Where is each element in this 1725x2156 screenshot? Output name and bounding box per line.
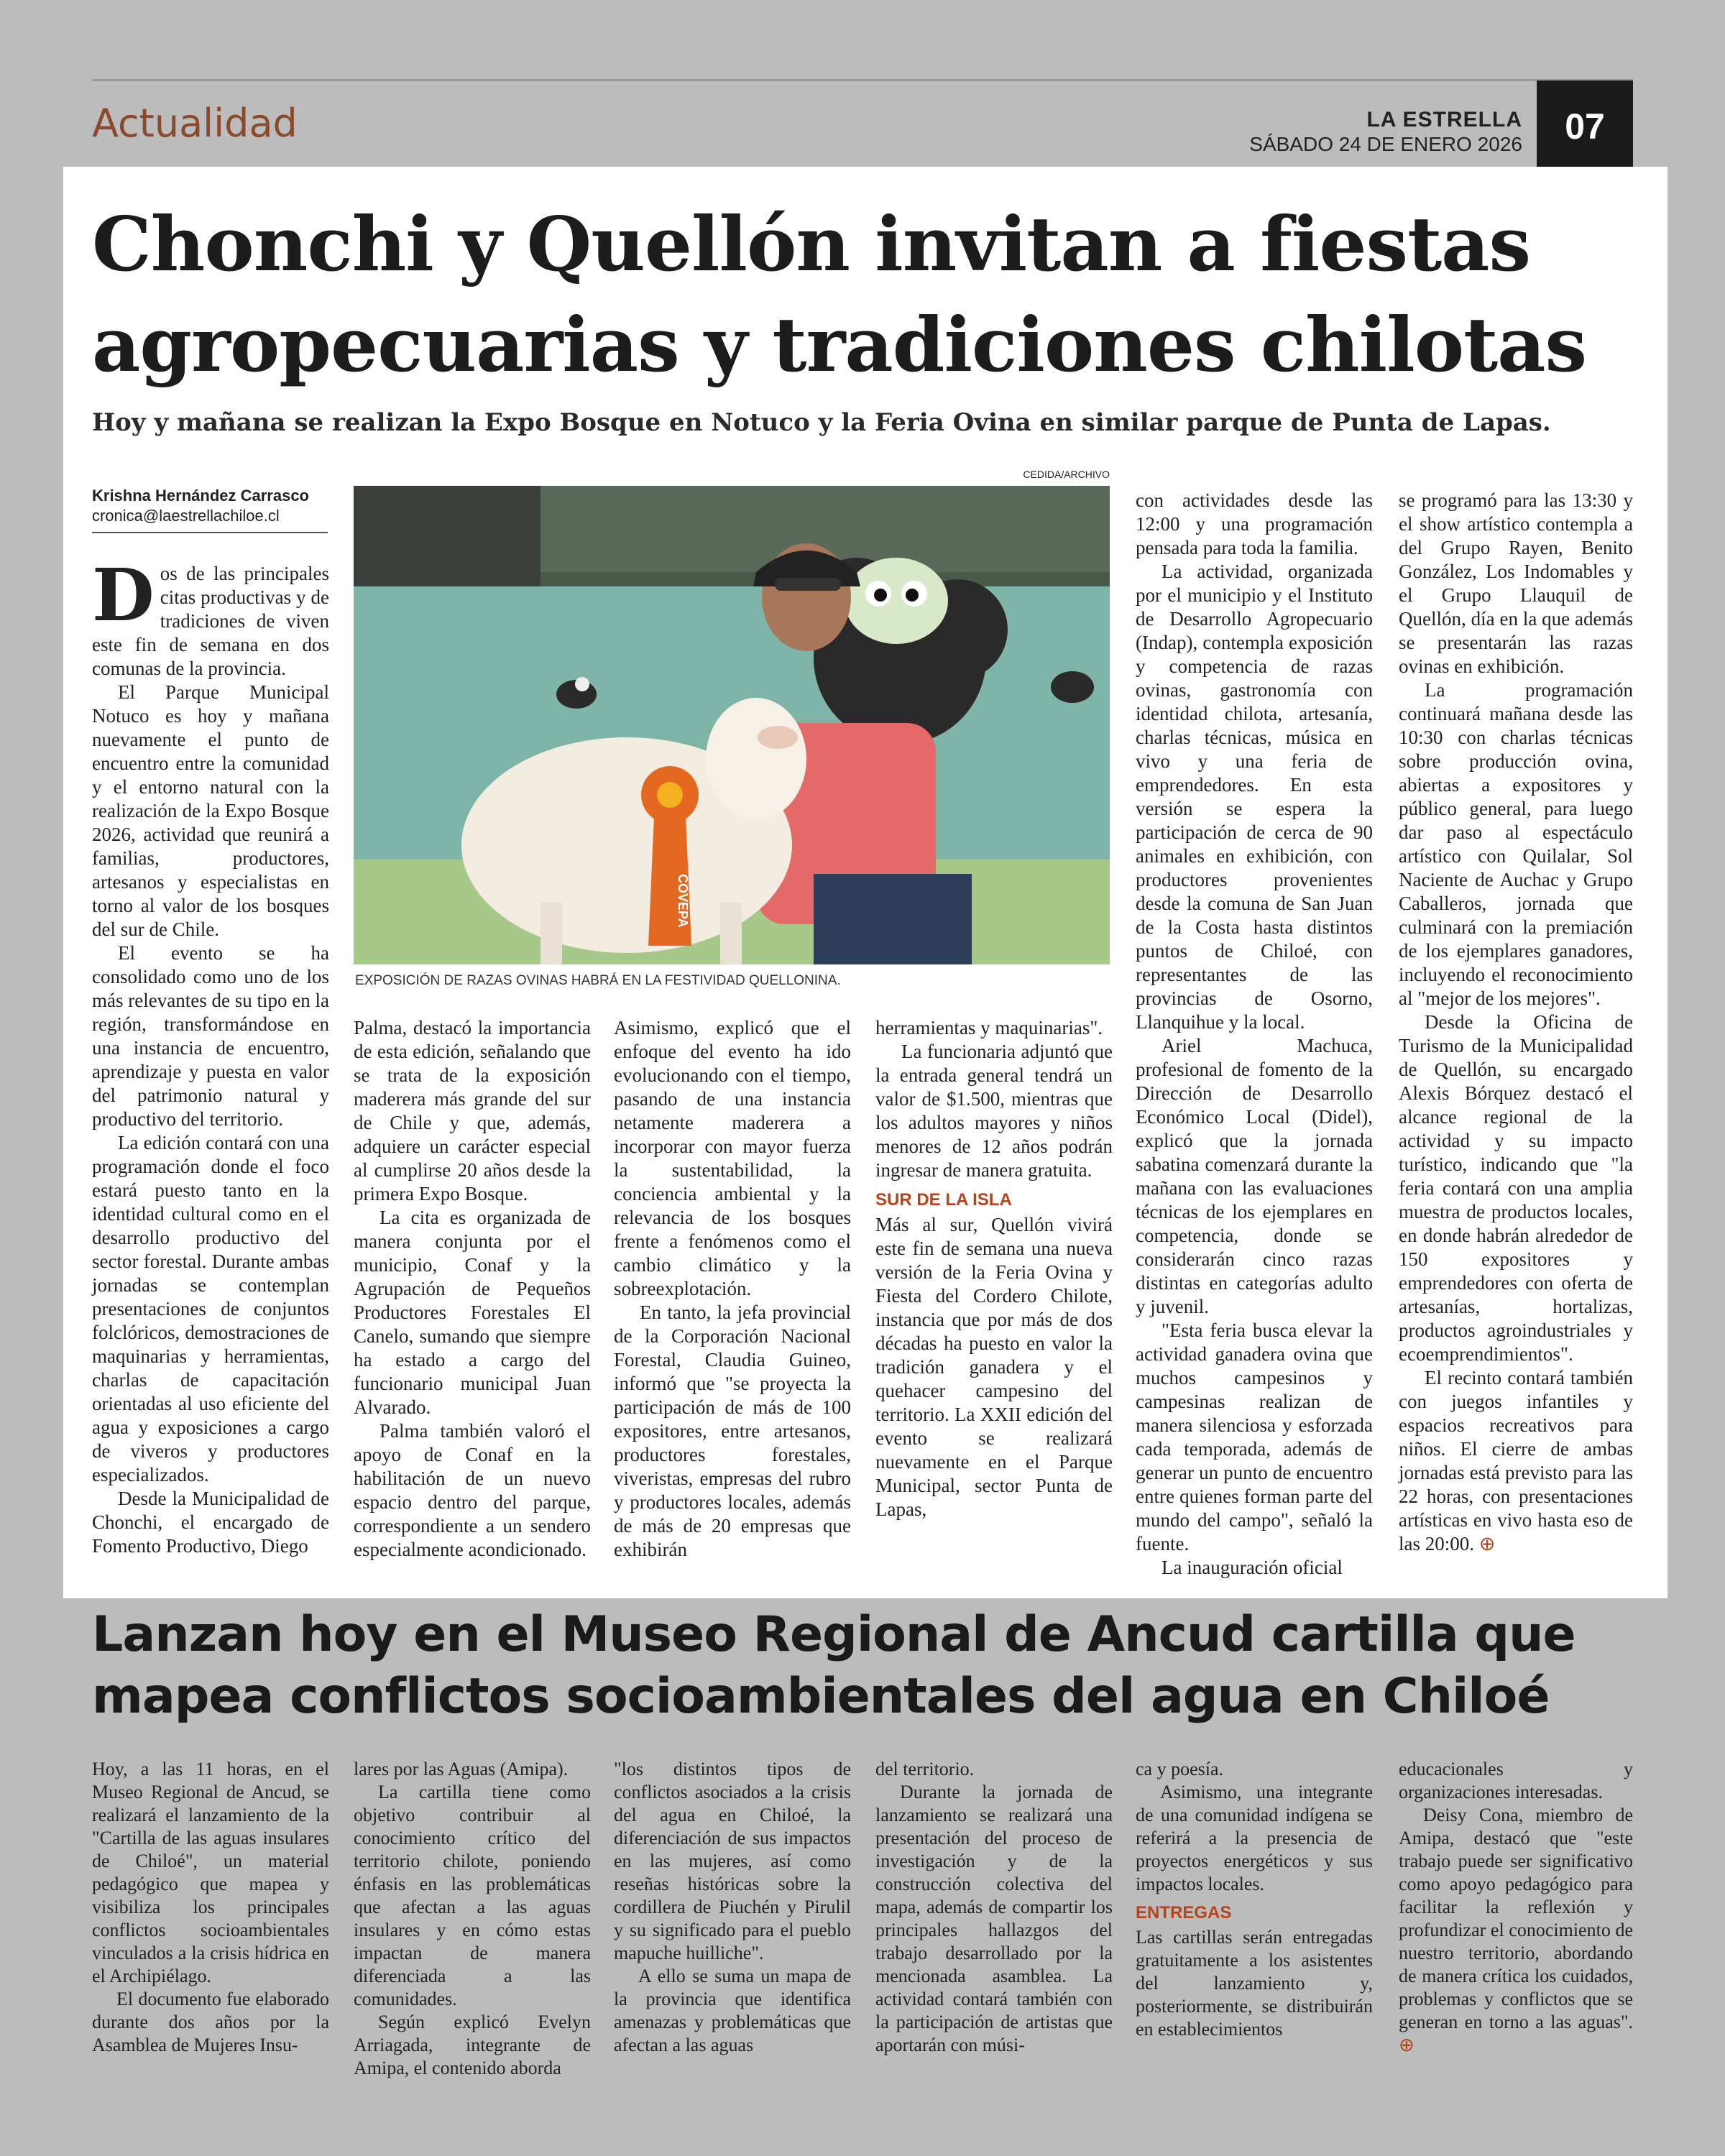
paragraph: Asimismo, una integrante de una comunidad indígena se referirá a la presencia de proyectos energéticos y sus impactos locales.: [1136, 1782, 1373, 1894]
paragraph: La cartilla tiene como objetivo contribuir al conocimiento crítico del territorio chilote, poniendo énfasis en las problemáticas que afectan a las aguas insulares y en cómo estas impactan de manera diferenciada a las comunidades.: [354, 1782, 591, 2009]
paragraph: Palma, destacó la importancia de esta edición, señalando que se trata de la exposición maderera más grande del sur de Chile y que, además, adquiere un carácter especial al cumplirse 20 años desde la primera Expo Bosque.: [354, 1017, 591, 1204]
paragraph: Desde la Municipalidad de Chonchi, el encargado de Fomento Productivo, Diego: [92, 1488, 329, 1557]
paragraph: [1399, 1366, 1633, 1556]
paragraph: En tanto, la jefa provincial de la Corporación Nacional Forestal, Claudia Guineo, informó que "se proyecta la participación de más de 100 expositores, entre artesanos, productores forestales, viveristas, empresas del rubro y productores locales, además de más de 20 empresas que exhibirán: [614, 1302, 851, 1560]
author-email: cronica@laestrellachiloe.cl: [92, 507, 280, 525]
paragraph-text: Deisy Cona, miembro de Amipa, destacó que "este trabajo puede ser significativo como apoyo pedagógico para facilitar la reflexión y profundizar el conocimiento de nuestro territorio, abordando de manera crítica los cuidados, problemas y conflictos que se generan en torno a las aguas".: [1399, 1805, 1633, 2032]
article1-column-4: [875, 1016, 1113, 1521]
article-photo: [354, 486, 1110, 964]
headline-line-1: Chonchi y Quellón invitan a fiestas: [92, 200, 1531, 288]
paragraph: Más al sur, Quellón vivirá este fin de semana una nueva versión de la Feria Ovina y Fiesta del Cordero Chilote, instancia que por más de dos décadas ha puesto en valor la tradición ganadera y el quehacer campesino del territorio. La XXII edición del evento se realizará nuevamente en el Parque Municipal, sector Punta de Lapas,: [875, 1214, 1113, 1520]
paragraph: La inauguración oficial: [1162, 1557, 1343, 1578]
paragraph: A ello se suma un mapa de la provincia que identifica amenazas y problemáticas que afectan a las aguas: [614, 1966, 851, 2055]
author-name: Krishna Hernández Carrasco: [92, 487, 309, 505]
article2-headline: [92, 1604, 1644, 1728]
issue-date: SÁBADO 24 DE ENERO 2026: [1249, 133, 1522, 155]
paragraph: La edición contará con una programación donde el foco estará puesto tanto en la identidad cultural como en el desarrollo productivo del sector forestal. Durante ambas jornadas se contemplan presentaciones de conjuntos folclóricos, demostraciones de maquinarias y herramientas, charlas de capacitación orientadas al uso eficiente del agua y exposiciones a cargo de viveros y productores especializados.: [92, 1132, 329, 1485]
paragraph: del territorio.: [875, 1759, 975, 1779]
article-deck: Hoy y mañana se realizan la Expo Bosque en Notuco y la Feria Ovina en similar parque de Punta de Lapas.: [92, 408, 1551, 437]
headline2-line-2: mapea conflictos socioambientales del agua en Chiloé: [92, 1668, 1550, 1725]
paragraph: El evento se ha consolidado como uno de los más relevantes de su tipo en la región, transformándose en una instancia de encuentro, aprendizaje y puesta en valor del patrimonio natural y productivo del territorio.: [92, 942, 329, 1130]
paragraph-text: os de las principales citas productivas y de tradiciones de viven este fin de semana en dos comunas de la provincia.: [92, 563, 329, 679]
byline: [92, 486, 329, 526]
end-mark-icon: ⊕: [1478, 1533, 1496, 1555]
paragraph: Hoy, a las 11 horas, en el Museo Regional de Ancud, se realizará el lanzamiento de la "Cartilla de las aguas insulares de Chiloé", un material pedagógico que mapea y visibiliza los principales conflictos socioambientales vinculados a la crisis hídrica en el Archipiélago.: [92, 1759, 329, 1986]
article1-column-2: [354, 1016, 591, 1562]
article2-column-1: [92, 1758, 329, 2057]
subhead-entregas: ENTREGAS: [1136, 1903, 1232, 1922]
article2-column-6: [1399, 1758, 1633, 2057]
paragraph: Ariel Machuca, profesional de fomento de la Dirección de Desarrollo Económico Local (Didel), explicó que la jornada sabatina comenzará durante la mañana con las evaluaciones técnicas de los ejemplares en competencia, donde se considerarán cinco razas distintas en categorías adulto y juvenil.: [1136, 1035, 1373, 1317]
article2-column-3: [614, 1758, 851, 2057]
headline2-line-1: Lanzan hoy en el Museo Regional de Ancud cartilla que: [92, 1606, 1576, 1663]
paragraph: lares por las Aguas (Amipa).: [354, 1759, 569, 1779]
paragraph: con actividades desde las 12:00 y una programación pensada para toda la familia.: [1136, 489, 1373, 558]
first-paragraph: [92, 553, 329, 681]
paragraph-text: El recinto contará también con juegos infantiles y espacios recreativos para niños. El cierre de ambas jornadas está previsto para las 22 horas, con presentaciones artísticas en vivo hasta eso de las 20:00.: [1399, 1367, 1633, 1554]
paragraph: "Esta feria busca elevar la actividad ganadera ovina que muchos campesinos y campesinas realizan de manera silenciosa y esforzada cada temporada, además de generar un punto de encuentro entre quienes forman parte del mundo del campo", señaló la fuente.: [1136, 1319, 1373, 1554]
paragraph: ca y poesía.: [1136, 1759, 1224, 1779]
paragraph: educacionales y organizaciones interesadas.: [1399, 1759, 1633, 1802]
article2-column-2: [354, 1758, 591, 2080]
article2-column-4: [875, 1758, 1113, 2057]
subhead-sur-de-la-isla: SUR DE LA ISLA: [875, 1190, 1012, 1210]
ribbon-text: COVEPA: [676, 874, 690, 928]
top-rule: [92, 79, 1633, 81]
headline-line-2: agropecuarias y tradiciones chilotas: [92, 300, 1587, 389]
photo-caption: EXPOSICIÓN DE RAZAS OVINAS HABRÁ EN LA FESTIVIDAD QUELLONINA.: [355, 973, 841, 988]
paragraph: Palma también valoró el apoyo de Conaf en la habilitación de un nuevo espacio dentro del parque, correspondiente a un sendero especialmente acondicionado.: [354, 1420, 591, 1560]
masthead: [1249, 108, 1522, 157]
paragraph: Según explicó Evelyn Arriagada, integrante de Amipa, el contenido aborda: [354, 2012, 591, 2078]
paragraph: Desde la Oficina de Turismo de la Municipalidad de Quellón, su encargado Alexis Bórquez destacó el alcance regional de la actividad y su impacto turístico, indicando que "la feria contará con una amplia muestra de productos locales, en donde habrán alrededor de 150 expositores y emprendedores con oferta de artesanías, hortalizas, productos agroindustriales y ecoemprendimientos".: [1399, 1011, 1633, 1365]
paragraph: "los distintos tipos de conflictos asociados a la crisis del agua en Chiloé, la diferenciación de sus impactos en las mujeres, así como reseñas históricas sobre la cordillera de Piuchén y Pirulil y su significado para el pueblo mapuche huilliche".: [614, 1759, 851, 1963]
paragraph: La programación continuará mañana desde las 10:30 con charlas técnicas sobre producción ovina, abiertas a expositores y público general, para luego dar paso al espectáculo artístico con Quilalar, Sol Naciente de Auchac y Grupo Caballeros, jornada que culminará con la premiación de los ejemplares ganadores, incluyendo el reconocimiento al "mejor de los mejores".: [1399, 679, 1633, 1009]
paragraph: La actividad, organizada por el municipio y el Instituto de Desarrollo Agropecuario (Indap), contempla exposición y competencia de razas ovinas, gastronomía con identidad chilota, artesanía, charlas técnicas, música en vivo y una feria de emprendedores. En esta versión se espera la participación de cerca de 90 animales en exhibición, con productores provenientes desde la comuna de San Juan de la Costa hasta distintos puntos de Chiloé, con representantes de las provincias de Osorno, Llanquihue y la local.: [1136, 561, 1373, 1033]
paragraph: El Parque Municipal Notuco es hoy y mañana nuevamente el punto de encuentro entre la comunidad y el entorno natural con la realización de la Expo Bosque 2026, actividad que reunirá a familias, productores, artesanos y especialistas en torno al valor de los bosques del sur de Chile.: [92, 681, 329, 940]
photo-man-with-sheep: [354, 486, 1110, 964]
article1-column-6: [1399, 489, 1633, 1556]
paragraph: herramientas y maquinarias".: [875, 1017, 1103, 1038]
photo-credit: CEDIDA/ARCHIVO: [1023, 469, 1110, 480]
dropcap: D: [92, 553, 155, 637]
paragraph: se programó para las 13:30 y el show artístico contempla a del Grupo Rayen, Benito González, Los Indomables y el Grupo Llauquil de Quellón, día en la que además se presentarán las razas ovinas en exhibición.: [1399, 489, 1633, 677]
article-headline: [92, 194, 1644, 395]
article1-column-1: [92, 553, 329, 1558]
section-title: Actualidad: [92, 101, 298, 146]
paragraph: El documento fue elaborado durante dos años por la Asamblea de Mujeres Insu-: [92, 1989, 329, 2055]
byline-rule: [92, 532, 328, 533]
paragraph: Las cartillas serán entregadas gratuitamente a los asistentes del lanzamiento y, posteriormente, se distribuirán en establecimientos: [1136, 1927, 1373, 2040]
paragraph: La cita es organizada de manera conjunta por el municipio, Conaf y la Agrupación de Pequeños Productores Forestales El Canelo, sumando que siempre ha estado a cargo del funcionario municipal Juan Alvarado.: [354, 1207, 591, 1418]
article2-column-5: [1136, 1758, 1373, 2041]
paragraph: La funcionaria adjuntó que la entrada general tendrá un valor de $1.500, mientras que los adultos mayores y niños menores de 12 años podrán ingresar de manera gratuita.: [875, 1041, 1113, 1181]
paragraph: Durante la jornada de lanzamiento se realizará una presentación del proceso de investigación y de la construcción colectiva del mapa, además de compartir los principales hallazgos del trabajo desarrollado por la mencionada asamblea. La actividad contará también con la participación de artistas que aportarán con músi-: [875, 1782, 1113, 2055]
article1-column-5: [1136, 489, 1373, 1580]
end-mark-icon: ⊕: [1399, 2035, 1414, 2056]
paragraph: [1399, 1804, 1633, 2057]
article1-column-3: [614, 1016, 851, 1562]
newspaper-name: LA ESTRELLA: [1366, 108, 1522, 132]
page-number: 07: [1537, 80, 1633, 172]
paragraph: Asimismo, explicó que el enfoque del evento ha ido evolucionando con el tiempo, pasando de una instancia netamente maderera a incorporar con mayor fuerza la sustentabilidad, la conciencia ambiental y la relevancia de los bosques frente a fenómenos como el cambio climático y la sobreexplotación.: [614, 1017, 851, 1299]
